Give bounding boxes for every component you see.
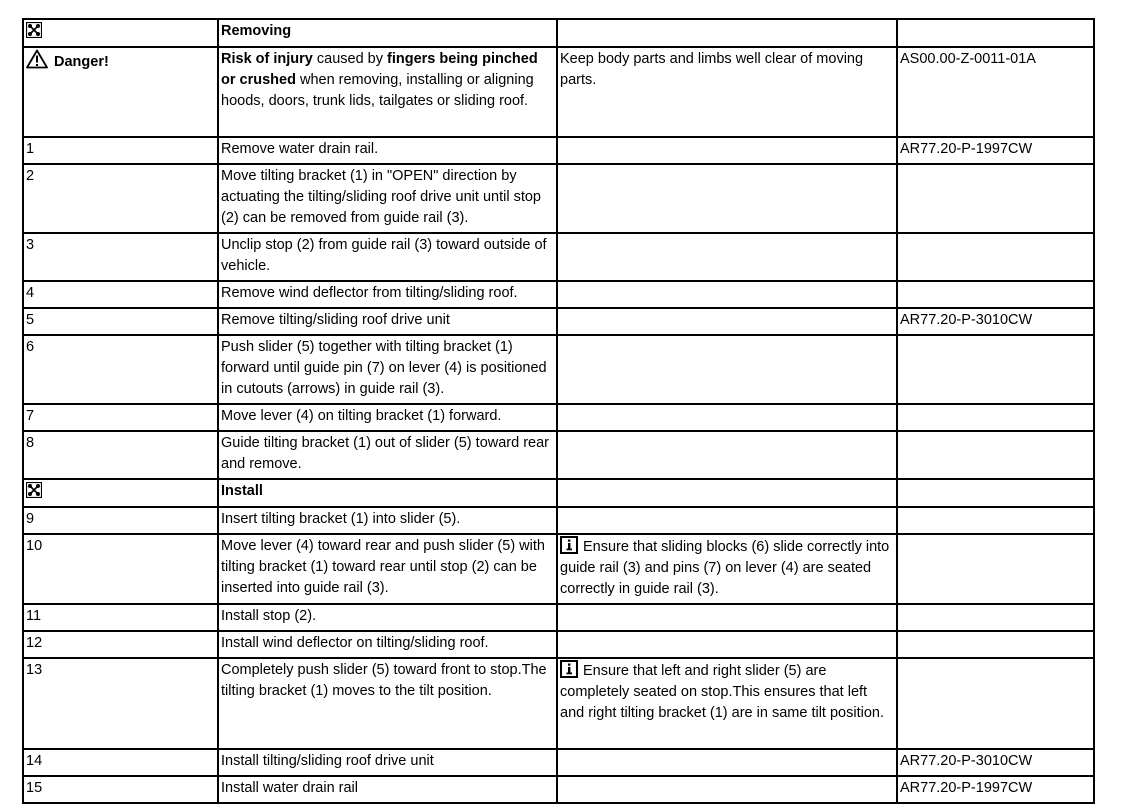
step-number: 1 <box>23 137 218 164</box>
step-text: Remove wind deflector from tilting/sliding roof. <box>218 281 557 308</box>
danger-text-cell <box>218 47 557 137</box>
step-text: Remove tilting/sliding roof drive unit <box>218 308 557 335</box>
step-row <box>23 137 1094 164</box>
section-title: Removing <box>218 19 557 47</box>
step-text: Remove water drain rail. <box>218 137 557 164</box>
danger-label-cell <box>23 47 218 137</box>
step-number: 5 <box>23 308 218 335</box>
step-note: Ensure that left and right slider (5) are completely seated on stop.This ensures that left and right tilting bracket (1) are in same tilt position. <box>560 663 884 721</box>
step-number: 8 <box>23 431 218 479</box>
step-number: 4 <box>23 281 218 308</box>
step-text: Move tilting bracket (1) in "OPEN" direction by actuating the tilting/sliding roof drive unit until stop (2) can be removed from guide rail (3). <box>218 164 557 233</box>
step-ref <box>897 164 1094 233</box>
step-row <box>23 335 1094 404</box>
step-note <box>557 404 897 431</box>
step-text: Move lever (4) toward rear and push slider (5) with tilting bracket (1) toward rear until stop (2) can be inserted into guide rail (3). <box>218 534 557 604</box>
step-note <box>557 749 897 776</box>
step-note-cell <box>557 534 897 604</box>
step-ref <box>897 604 1094 631</box>
step-ref <box>897 631 1094 658</box>
step-number: 9 <box>23 507 218 534</box>
step-ref <box>897 534 1094 604</box>
step-ref <box>897 507 1094 534</box>
section-header-install <box>23 479 1094 507</box>
step-number: 13 <box>23 658 218 749</box>
section-icon-cell <box>23 19 218 47</box>
step-row <box>23 233 1094 281</box>
step-row <box>23 164 1094 233</box>
step-number: 10 <box>23 534 218 604</box>
step-text: Move lever (4) on tilting bracket (1) forward. <box>218 404 557 431</box>
step-text: Install tilting/sliding roof drive unit <box>218 749 557 776</box>
step-ref: AR77.20-P-3010CW <box>897 749 1094 776</box>
step-note <box>557 431 897 479</box>
danger-row <box>23 47 1094 137</box>
step-row <box>23 308 1094 335</box>
step-row <box>23 749 1094 776</box>
step-ref <box>897 431 1094 479</box>
empty-cell <box>557 479 897 507</box>
step-number: 15 <box>23 776 218 803</box>
step-text: Push slider (5) together with tilting bracket (1) forward until guide pin (7) on lever (4) is positioned in cutouts (arrows) in guide rail (3). <box>218 335 557 404</box>
step-row <box>23 281 1094 308</box>
danger-text-part2: caused by <box>312 51 388 67</box>
step-note <box>557 631 897 658</box>
procedure-table <box>22 18 1095 804</box>
step-note <box>557 604 897 631</box>
step-row <box>23 631 1094 658</box>
step-number: 2 <box>23 164 218 233</box>
step-ref: AR77.20-P-1997CW <box>897 137 1094 164</box>
step-row <box>23 776 1094 803</box>
step-row <box>23 507 1094 534</box>
empty-cell <box>897 479 1094 507</box>
step-ref <box>897 281 1094 308</box>
danger-label: Danger! <box>54 54 109 70</box>
step-row <box>23 604 1094 631</box>
step-note-cell <box>557 658 897 749</box>
step-note <box>557 507 897 534</box>
section-icon-cell <box>23 479 218 507</box>
step-row <box>23 658 1094 749</box>
step-row <box>23 404 1094 431</box>
danger-text-part4: when removing, installing or aligning hoods, doors, trunk lids, tailgates or sliding roof. <box>221 72 534 109</box>
step-text: Insert tilting bracket (1) into slider (5). <box>218 507 557 534</box>
warning-triangle-icon <box>26 49 48 69</box>
danger-remedy: Keep body parts and limbs well clear of moving parts. <box>557 47 897 137</box>
step-number: 7 <box>23 404 218 431</box>
step-text: Guide tilting bracket (1) out of slider (5) toward rear and remove. <box>218 431 557 479</box>
danger-ref: AS00.00-Z-0011-01A <box>897 47 1094 137</box>
wrench-icon <box>26 22 42 38</box>
section-header-removing <box>23 19 1094 47</box>
step-number: 14 <box>23 749 218 776</box>
step-note <box>557 137 897 164</box>
step-number: 12 <box>23 631 218 658</box>
danger-text-part1: Risk of injury <box>221 51 313 67</box>
step-note <box>557 776 897 803</box>
wrench-icon <box>26 482 42 498</box>
step-note <box>557 164 897 233</box>
step-note <box>557 308 897 335</box>
step-note <box>557 335 897 404</box>
step-ref <box>897 335 1094 404</box>
step-number: 3 <box>23 233 218 281</box>
step-row <box>23 431 1094 479</box>
step-text: Install wind deflector on tilting/sliding roof. <box>218 631 557 658</box>
step-text: Install water drain rail <box>218 776 557 803</box>
empty-cell <box>897 19 1094 47</box>
step-number: 6 <box>23 335 218 404</box>
danger-text-part3: fingers being pinched or crushed <box>221 51 538 88</box>
info-icon <box>560 536 578 554</box>
section-title: Install <box>218 479 557 507</box>
step-note <box>557 281 897 308</box>
step-number: 11 <box>23 604 218 631</box>
step-text: Install stop (2). <box>218 604 557 631</box>
step-ref <box>897 233 1094 281</box>
step-ref: AR77.20-P-3010CW <box>897 308 1094 335</box>
step-ref <box>897 658 1094 749</box>
step-note: Ensure that sliding blocks (6) slide correctly into guide rail (3) and pins (7) on lever (4) are seated correctly in guide rail (3). <box>560 539 890 597</box>
step-text: Unclip stop (2) from guide rail (3) toward outside of vehicle. <box>218 233 557 281</box>
step-note <box>557 233 897 281</box>
step-ref <box>897 404 1094 431</box>
step-row <box>23 534 1094 604</box>
step-text: Completely push slider (5) toward front to stop.The tilting bracket (1) moves to the tilt position. <box>218 658 557 749</box>
step-ref: AR77.20-P-1997CW <box>897 776 1094 803</box>
empty-cell <box>557 19 897 47</box>
info-icon <box>560 660 578 678</box>
